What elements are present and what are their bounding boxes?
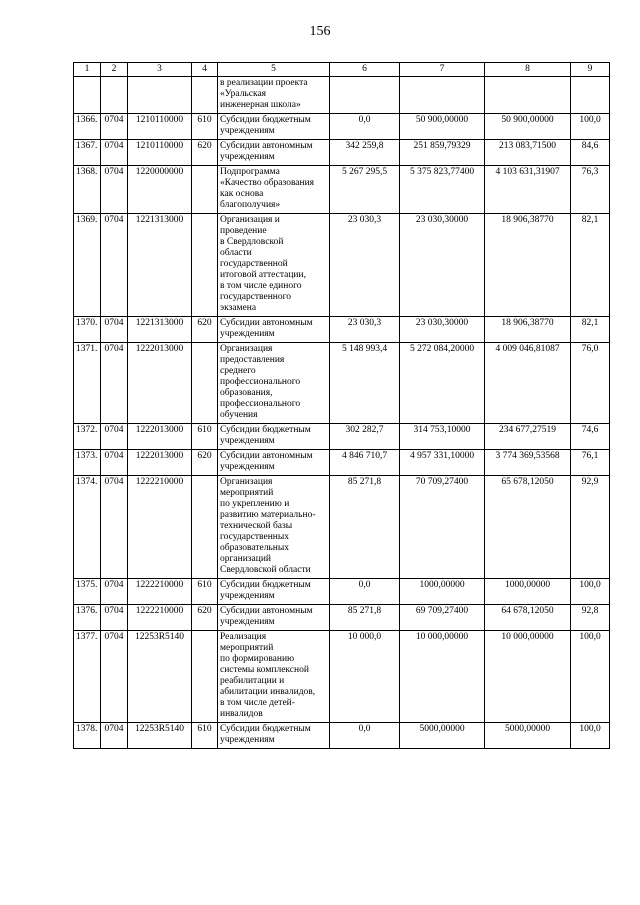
section-code bbox=[101, 77, 128, 114]
value-col-7 bbox=[400, 77, 485, 114]
header-col-1: 1 bbox=[74, 63, 101, 77]
value-col-6: 0,0 bbox=[330, 723, 400, 749]
value-col-6: 10 000,0 bbox=[330, 631, 400, 723]
value-col-7: 70 709,27400 bbox=[400, 476, 485, 579]
expense-type-code: 620 bbox=[192, 605, 218, 631]
table-row bbox=[74, 723, 610, 749]
expense-type-code: 610 bbox=[192, 723, 218, 749]
row-number: 1373. bbox=[74, 450, 101, 476]
row-description: Субсидии бюджетным учреждениям bbox=[218, 723, 330, 749]
value-col-7: 5000,00000 bbox=[400, 723, 485, 749]
value-col-8 bbox=[485, 77, 571, 114]
expense-type-code: 620 bbox=[192, 450, 218, 476]
expense-type-code: 610 bbox=[192, 424, 218, 450]
section-code: 0704 bbox=[101, 343, 128, 424]
row-description: Организация предоставления среднего профессионального образования, профессионального обучения bbox=[218, 343, 330, 424]
value-col-9: 100,0 bbox=[571, 579, 610, 605]
value-col-7: 50 900,00000 bbox=[400, 114, 485, 140]
expense-type-code: 610 bbox=[192, 579, 218, 605]
value-col-8: 50 900,00000 bbox=[485, 114, 571, 140]
target-article-code: 1222210000 bbox=[128, 476, 192, 579]
expense-type-code bbox=[192, 214, 218, 317]
row-description: Подпрограмма «Качество образования как основа благополучия» bbox=[218, 166, 330, 214]
target-article-code: 1221313000 bbox=[128, 317, 192, 343]
table-body bbox=[74, 77, 610, 749]
budget-table bbox=[73, 62, 610, 749]
row-number: 1366. bbox=[74, 114, 101, 140]
row-number: 1371. bbox=[74, 343, 101, 424]
target-article-code: 1222013000 bbox=[128, 424, 192, 450]
row-description: Субсидии бюджетным учреждениям bbox=[218, 114, 330, 140]
target-article-code: 1210110000 bbox=[128, 140, 192, 166]
target-article-code: 1221313000 bbox=[128, 214, 192, 317]
value-col-6 bbox=[330, 77, 400, 114]
value-col-7: 23 030,30000 bbox=[400, 214, 485, 317]
target-article-code: 12253R5140 bbox=[128, 723, 192, 749]
row-number: 1378. bbox=[74, 723, 101, 749]
target-article-code: 1222013000 bbox=[128, 343, 192, 424]
row-description: Организация мероприятий по укреплению и развитию материально- технической базы государственных образовательных организаций Свердловской области bbox=[218, 476, 330, 579]
value-col-8: 10 000,00000 bbox=[485, 631, 571, 723]
header-col-3: 3 bbox=[128, 63, 192, 77]
target-article-code bbox=[128, 77, 192, 114]
value-col-7: 10 000,00000 bbox=[400, 631, 485, 723]
row-description: Субсидии бюджетным учреждениям bbox=[218, 579, 330, 605]
section-code: 0704 bbox=[101, 140, 128, 166]
value-col-7: 314 753,10000 bbox=[400, 424, 485, 450]
header-row bbox=[74, 63, 610, 77]
expense-type-code bbox=[192, 476, 218, 579]
value-col-9: 84,6 bbox=[571, 140, 610, 166]
value-col-8: 65 678,12050 bbox=[485, 476, 571, 579]
row-number: 1377. bbox=[74, 631, 101, 723]
table-row bbox=[74, 214, 610, 317]
expense-type-code bbox=[192, 631, 218, 723]
value-col-6: 4 846 710,7 bbox=[330, 450, 400, 476]
row-description: Субсидии автономным учреждениям bbox=[218, 605, 330, 631]
row-number: 1376. bbox=[74, 605, 101, 631]
section-code: 0704 bbox=[101, 317, 128, 343]
value-col-6: 85 271,8 bbox=[330, 476, 400, 579]
row-number: 1372. bbox=[74, 424, 101, 450]
value-col-6: 0,0 bbox=[330, 114, 400, 140]
value-col-7: 251 859,79329 bbox=[400, 140, 485, 166]
value-col-9: 74,6 bbox=[571, 424, 610, 450]
table-row bbox=[74, 605, 610, 631]
target-article-code: 12253R5140 bbox=[128, 631, 192, 723]
row-description: Организация и проведение в Свердловской области государственной итоговой аттестации, в том числе единого государственного экзамена bbox=[218, 214, 330, 317]
header-col-4: 4 bbox=[192, 63, 218, 77]
header-col-8: 8 bbox=[485, 63, 571, 77]
value-col-9: 100,0 bbox=[571, 631, 610, 723]
table-row bbox=[74, 77, 610, 114]
value-col-8: 18 906,38770 bbox=[485, 214, 571, 317]
section-code: 0704 bbox=[101, 114, 128, 140]
section-code: 0704 bbox=[101, 605, 128, 631]
value-col-6: 23 030,3 bbox=[330, 214, 400, 317]
header-col-9: 9 bbox=[571, 63, 610, 77]
value-col-8: 5000,00000 bbox=[485, 723, 571, 749]
value-col-6: 342 259,8 bbox=[330, 140, 400, 166]
table-header bbox=[74, 63, 610, 77]
table-row bbox=[74, 450, 610, 476]
value-col-6: 0,0 bbox=[330, 579, 400, 605]
value-col-6: 23 030,3 bbox=[330, 317, 400, 343]
section-code: 0704 bbox=[101, 579, 128, 605]
target-article-code: 1222013000 bbox=[128, 450, 192, 476]
header-col-7: 7 bbox=[400, 63, 485, 77]
value-col-7: 1000,00000 bbox=[400, 579, 485, 605]
expense-type-code bbox=[192, 77, 218, 114]
row-description: Субсидии бюджетным учреждениям bbox=[218, 424, 330, 450]
table-row bbox=[74, 579, 610, 605]
expense-type-code: 620 bbox=[192, 317, 218, 343]
value-col-6: 302 282,7 bbox=[330, 424, 400, 450]
value-col-9: 100,0 bbox=[571, 723, 610, 749]
section-code: 0704 bbox=[101, 424, 128, 450]
value-col-9: 76,0 bbox=[571, 343, 610, 424]
section-code: 0704 bbox=[101, 631, 128, 723]
value-col-8: 1000,00000 bbox=[485, 579, 571, 605]
value-col-9: 82,1 bbox=[571, 317, 610, 343]
section-code: 0704 bbox=[101, 476, 128, 579]
section-code: 0704 bbox=[101, 723, 128, 749]
table-row bbox=[74, 140, 610, 166]
header-col-2: 2 bbox=[101, 63, 128, 77]
table-row bbox=[74, 317, 610, 343]
expense-type-code bbox=[192, 343, 218, 424]
value-col-7: 4 957 331,10000 bbox=[400, 450, 485, 476]
expense-type-code bbox=[192, 166, 218, 214]
header-col-5: 5 bbox=[218, 63, 330, 77]
value-col-6: 85 271,8 bbox=[330, 605, 400, 631]
value-col-6: 5 267 295,5 bbox=[330, 166, 400, 214]
expense-type-code: 610 bbox=[192, 114, 218, 140]
row-number: 1374. bbox=[74, 476, 101, 579]
row-number bbox=[74, 77, 101, 114]
table-row bbox=[74, 424, 610, 450]
header-col-6: 6 bbox=[330, 63, 400, 77]
row-description: Реализация мероприятий по формированию системы комплексной реабилитации и абилитации инвалидов, в том числе детей- инвалидов bbox=[218, 631, 330, 723]
value-col-8: 18 906,38770 bbox=[485, 317, 571, 343]
value-col-7: 5 375 823,77400 bbox=[400, 166, 485, 214]
value-col-9: 76,3 bbox=[571, 166, 610, 214]
value-col-9: 82,1 bbox=[571, 214, 610, 317]
value-col-9: 92,8 bbox=[571, 605, 610, 631]
section-code: 0704 bbox=[101, 166, 128, 214]
target-article-code: 1210110000 bbox=[128, 114, 192, 140]
row-number: 1375. bbox=[74, 579, 101, 605]
value-col-8: 4 009 046,81087 bbox=[485, 343, 571, 424]
row-number: 1369. bbox=[74, 214, 101, 317]
value-col-8: 64 678,12050 bbox=[485, 605, 571, 631]
expense-type-code: 620 bbox=[192, 140, 218, 166]
table-row bbox=[74, 476, 610, 579]
value-col-9: 100,0 bbox=[571, 114, 610, 140]
value-col-7: 5 272 084,20000 bbox=[400, 343, 485, 424]
value-col-8: 234 677,27519 bbox=[485, 424, 571, 450]
value-col-7: 69 709,27400 bbox=[400, 605, 485, 631]
value-col-8: 4 103 631,31907 bbox=[485, 166, 571, 214]
row-description: в реализации проекта «Уральская инженерная школа» bbox=[218, 77, 330, 114]
row-number: 1370. bbox=[74, 317, 101, 343]
table-row bbox=[74, 166, 610, 214]
page-number: 156 bbox=[309, 24, 331, 39]
table-row bbox=[74, 631, 610, 723]
row-description: Субсидии автономным учреждениям bbox=[218, 450, 330, 476]
value-col-9 bbox=[571, 77, 610, 114]
section-code: 0704 bbox=[101, 450, 128, 476]
value-col-8: 213 083,71500 bbox=[485, 140, 571, 166]
target-article-code: 1220000000 bbox=[128, 166, 192, 214]
target-article-code: 1222210000 bbox=[128, 605, 192, 631]
value-col-9: 76,1 bbox=[571, 450, 610, 476]
table-row bbox=[74, 114, 610, 140]
value-col-8: 3 774 369,53568 bbox=[485, 450, 571, 476]
table-row bbox=[74, 343, 610, 424]
section-code: 0704 bbox=[101, 214, 128, 317]
value-col-7: 23 030,30000 bbox=[400, 317, 485, 343]
target-article-code: 1222210000 bbox=[128, 579, 192, 605]
row-number: 1367. bbox=[74, 140, 101, 166]
row-description: Субсидии автономным учреждениям bbox=[218, 317, 330, 343]
value-col-6: 5 148 993,4 bbox=[330, 343, 400, 424]
row-description: Субсидии автономным учреждениям bbox=[218, 140, 330, 166]
row-number: 1368. bbox=[74, 166, 101, 214]
value-col-9: 92,9 bbox=[571, 476, 610, 579]
